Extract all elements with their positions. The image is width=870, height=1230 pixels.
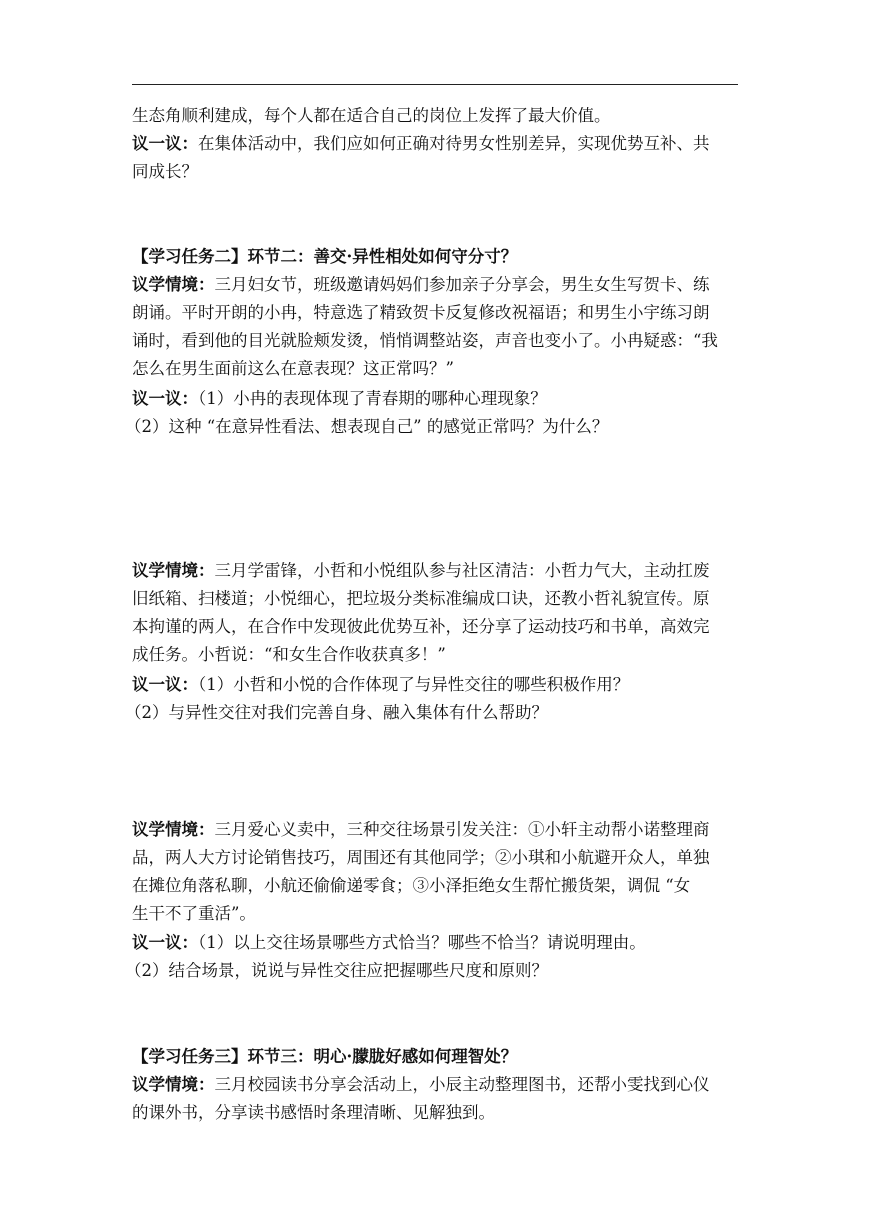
question-text: （2）结合场景，说说与异性交往应把握哪些尺度和原则？ (125, 961, 548, 980)
scenario-text: 三月校园读书分享会活动上，小辰主动整理图书，还帮小雯找到心仪 (214, 1075, 710, 1094)
scenario-text: 三月爱心义卖中，三种交往场景引发关注：①小轩主动帮小诺整理商 (214, 820, 710, 839)
text-line: 生干不了重活”。 (132, 904, 256, 923)
text-line: 在摊位角落私聊，小航还偷偷递零食；③小泽拒绝女生帮忙搬货架，调侃 “女 (132, 876, 691, 895)
text-line: 诵时，看到他的目光就脸颊发烫，悄悄调整站姿，声音也变小了。小冉疑惑：“我 (132, 331, 718, 350)
text-line: 成任务。小哲说：“和女生合作收获真多！” (132, 645, 446, 664)
question-line (132, 671, 629, 699)
question-line (132, 385, 547, 413)
question-text: （2）这种 “在意异性看法、想表现自己” 的感觉正常吗？为什么？ (125, 417, 609, 436)
question-text: （1）以上交往场景哪些方式恰当？哪些不恰当？请说明理由。 (198, 933, 646, 952)
task2-heading: 【学习任务二】环节二：善交·异性相处如何守分寸？ (132, 247, 518, 266)
text-line: 本拘谨的两人，在合作中发现彼此优势互补，还分享了运动技巧和书单，高效完 (132, 617, 710, 636)
question-text: （2）与异性交往对我们完善自身、融入集体有什么帮助？ (125, 703, 548, 722)
question-label: 议一议： (132, 933, 198, 952)
header-rule (132, 84, 738, 85)
scenario-label: 议学情境： (132, 820, 215, 839)
scenario-text: 三月妇女节，班级邀请妈妈们参加亲子分享会，男生女生写贺卡、练 (214, 275, 710, 294)
text-line: 品，两人大方讨论销售技巧，周围还有其他同学；②小琪和小航避开众人，单独 (132, 848, 710, 867)
question-label: 议一议： (132, 389, 198, 408)
text-line: 的课外书，分享读书感悟时条理清晰、见解独到。 (132, 1103, 495, 1122)
text-line: 生态角顺利建成，每个人都在适合自己的岗位上发挥了最大价值。 (132, 106, 611, 125)
question-line (132, 929, 646, 957)
question-text: 在集体活动中，我们应如何正确对待男女性别差异，实现优势互补、共 (198, 134, 710, 153)
scenario-line (132, 557, 710, 585)
text-line: 同成长？ (132, 162, 198, 181)
scenario-label: 议学情境： (132, 1075, 215, 1094)
question-label: 议一议： (132, 134, 198, 153)
scenario-label: 议学情境： (132, 561, 215, 580)
text-line: 朗诵。平时开朗的小冉，特意选了精致贺卡反复修改祝福语；和男生小宇练习朗 (132, 303, 710, 322)
task3-heading: 【学习任务三】环节三：明心·朦胧好感如何理智处？ (132, 1047, 518, 1066)
scenario-line (132, 816, 710, 844)
text-line: 旧纸箱、扫楼道；小悦细心，把垃圾分类标准编成口诀，还教小哲礼貌宣传。原 (132, 589, 710, 608)
scenario-label: 议学情境： (132, 275, 215, 294)
scenario-text: 三月学雷锋，小哲和小悦组队参与社区清洁：小哲力气大，主动扛废 (214, 561, 710, 580)
scenario-line (132, 1071, 710, 1099)
scenario-line (132, 271, 710, 299)
text-line: 怎么在男生面前这么在意表现？这正常吗？” (132, 359, 454, 378)
question-label: 议一议： (132, 675, 198, 694)
question-text: （1）小冉的表现体现了青春期的哪种心理现象？ (198, 389, 547, 408)
question-text: （1）小哲和小悦的合作体现了与异性交往的哪些积极作用？ (198, 675, 630, 694)
question-line (132, 130, 710, 158)
